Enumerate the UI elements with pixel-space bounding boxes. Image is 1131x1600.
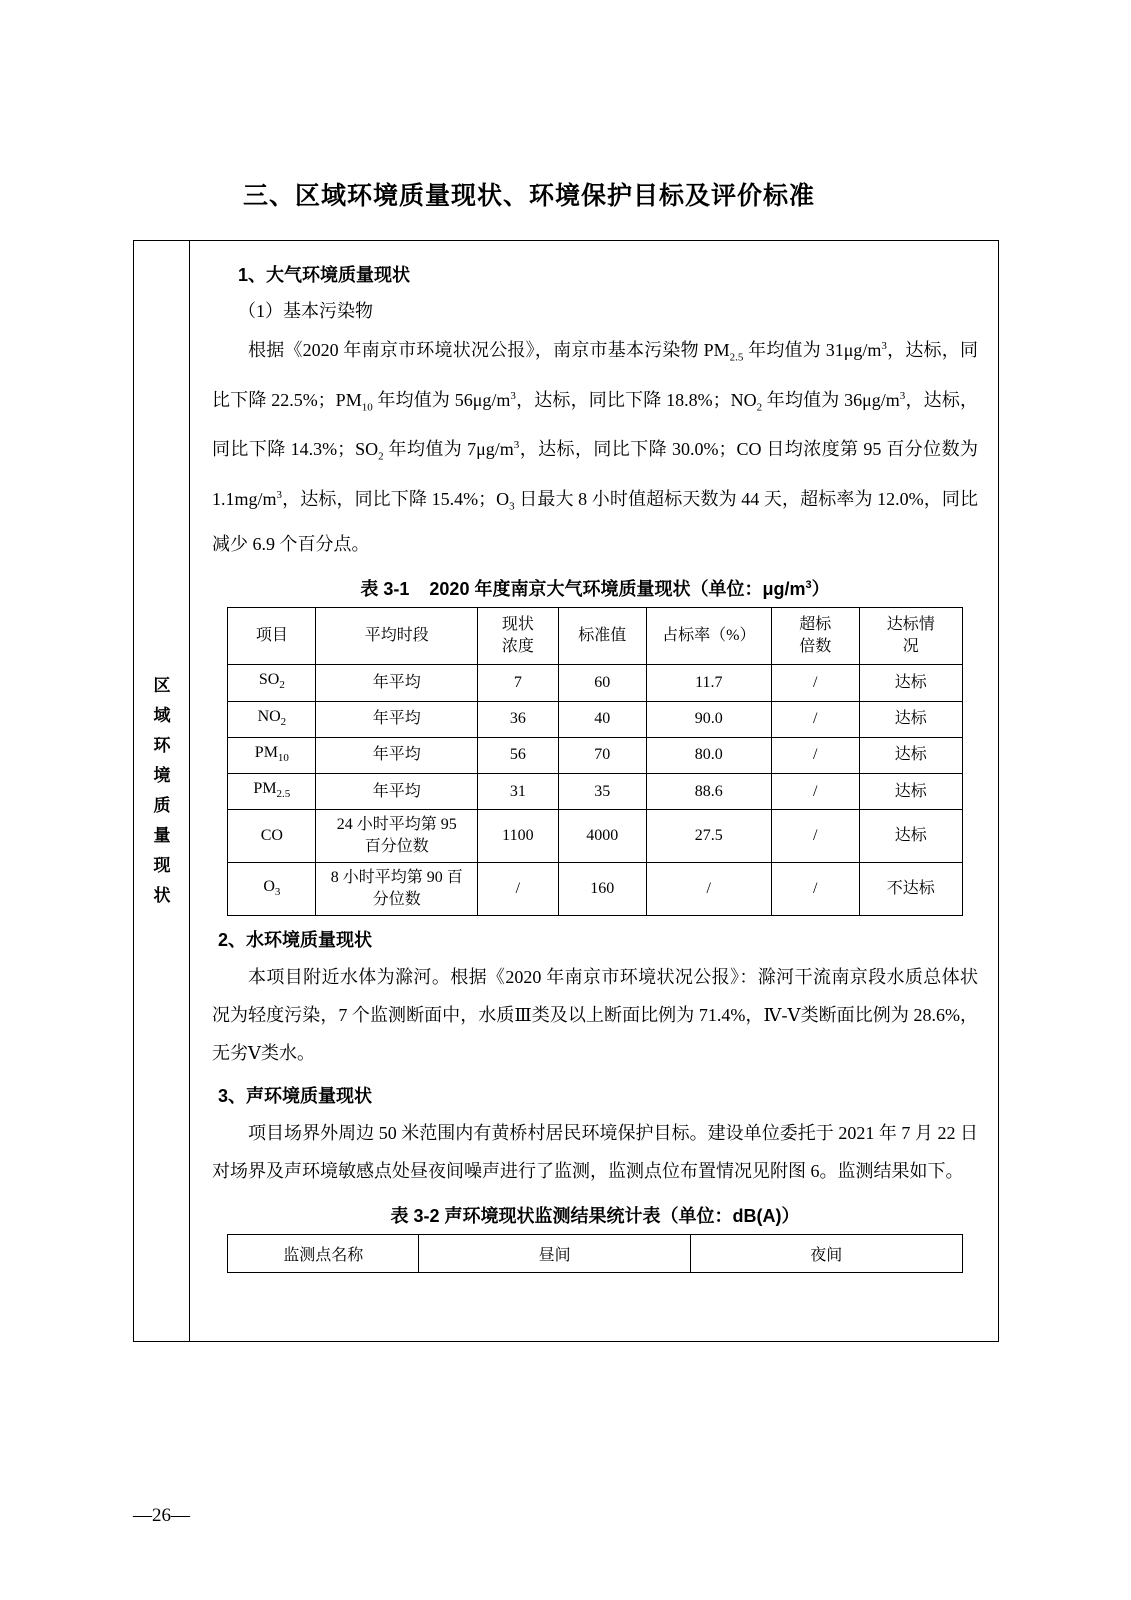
col-ratio: 占标率（%） bbox=[646, 608, 771, 665]
col-item: 项目 bbox=[228, 608, 316, 665]
col-period: 平均时段 bbox=[316, 608, 478, 665]
section-1-subtitle: （1）基本污染物 bbox=[238, 301, 373, 321]
cell-item: $NO_2$ bbox=[228, 701, 316, 737]
cell-std: 4000 bbox=[558, 810, 646, 863]
cell-period: 8 小时平均第 90 百 分位数 bbox=[316, 863, 478, 916]
col-std: 标准值 bbox=[558, 608, 646, 665]
cell-ratio: 11.7 bbox=[646, 665, 771, 701]
section-3-paragraph: 项目场界外周边 50 米范围内有黄桥村居民环境保护目标。建设单位委托于 2021 年 7 月 22 日对场界及声环境敏感点处昼夜间噪声进行了监测，监测点位布置情况见附图 6。监测结果如下。 bbox=[212, 1123, 978, 1182]
cell-conc: 31 bbox=[477, 773, 558, 809]
cell-period: 年平均 bbox=[316, 665, 478, 701]
cell-ratio: 90.0 bbox=[646, 701, 771, 737]
cell-item: $PM_{10}$ bbox=[228, 737, 316, 773]
air-quality-table bbox=[227, 607, 962, 916]
section-2-paragraph: 本项目附近水体为滁河。根据《2020 年南京市环境状况公报》：滁河干流南京段水质总体状况为轻度污染，7 个监测断面中，水质Ⅲ类及以上断面比例为 71.4%，Ⅳ-Ⅴ类断面比例为 28.6%，无劣Ⅴ类水。 bbox=[212, 967, 978, 1064]
table-row bbox=[228, 665, 962, 701]
cell-exceed: / bbox=[771, 810, 859, 863]
table-header-row bbox=[228, 608, 962, 665]
cell-ratio: 27.5 bbox=[646, 810, 771, 863]
cell-std: 160 bbox=[558, 863, 646, 916]
cell-item: $PM_{2.5}$ bbox=[228, 773, 316, 809]
content-cell bbox=[190, 241, 998, 1341]
side-header-label: 区 域 环 境 质 量 现 状 bbox=[153, 676, 171, 905]
table-row bbox=[228, 863, 962, 916]
col-result: 达标情 况 bbox=[859, 608, 962, 665]
cell-conc: 56 bbox=[477, 737, 558, 773]
side-header-cell bbox=[134, 241, 190, 1341]
cell-period: 年平均 bbox=[316, 737, 478, 773]
cell-conc: 36 bbox=[477, 701, 558, 737]
table-row bbox=[228, 810, 962, 863]
cell-std: 60 bbox=[558, 665, 646, 701]
cell-period: 年平均 bbox=[316, 701, 478, 737]
cell-item: $SO_2$ bbox=[228, 665, 316, 701]
table-row bbox=[228, 701, 962, 737]
cell-std: 70 bbox=[558, 737, 646, 773]
cell-result: 达标 bbox=[859, 665, 962, 701]
section-1-title: 1、大气环境质量现状 bbox=[238, 265, 411, 285]
cell-exceed: / bbox=[771, 665, 859, 701]
cell-exceed: / bbox=[771, 701, 859, 737]
col-conc: 现状 浓度 bbox=[477, 608, 558, 665]
col-daytime: 昼间 bbox=[419, 1235, 691, 1273]
page-number: —26— bbox=[133, 1505, 190, 1526]
table-3-2-caption: 表 3-2 声环境现状监测结果统计表（单位：dB(A)） bbox=[390, 1206, 800, 1227]
cell-period: 24 小时平均第 95 百分位数 bbox=[316, 810, 478, 863]
col-nighttime: 夜间 bbox=[690, 1235, 962, 1273]
cell-ratio: 80.0 bbox=[646, 737, 771, 773]
cell-exceed: / bbox=[771, 773, 859, 809]
table-3-1-caption: 表 3-1 2020 年度南京大气环境质量现状（单位：$\mu g/m^3$） bbox=[360, 579, 830, 600]
cell-ratio: / bbox=[646, 863, 771, 916]
table-header-row bbox=[228, 1235, 962, 1273]
cell-conc: / bbox=[477, 863, 558, 916]
table-row bbox=[228, 737, 962, 773]
content-frame bbox=[133, 240, 999, 1342]
cell-result: 达标 bbox=[859, 701, 962, 737]
cell-result: 达标 bbox=[859, 810, 962, 863]
cell-std: 40 bbox=[558, 701, 646, 737]
cell-result: 达标 bbox=[859, 773, 962, 809]
table-row bbox=[228, 773, 962, 809]
noise-monitoring-table bbox=[227, 1234, 962, 1273]
cell-std: 35 bbox=[558, 773, 646, 809]
cell-exceed: / bbox=[771, 863, 859, 916]
cell-item: $O_3$ bbox=[228, 863, 316, 916]
section-2-title: 2、水环境质量现状 bbox=[218, 930, 373, 951]
cell-ratio: 88.6 bbox=[646, 773, 771, 809]
cell-conc: 1100 bbox=[477, 810, 558, 863]
section-3-title: 3、声环境质量现状 bbox=[218, 1086, 373, 1107]
cell-result: 达标 bbox=[859, 737, 962, 773]
cell-period: 年平均 bbox=[316, 773, 478, 809]
col-exceed: 超标 倍数 bbox=[771, 608, 859, 665]
section-1-paragraph: 根据《2020 年南京市环境状况公报》，南京市基本污染物 $PM_{2.5}$ 年均值为 $31\mu g/m^3$，达标，同比下降 22.5%；$PM_{10}$ 年均值为 $56\mu g/m^3$，达标，同比下降 18.8%；$NO_2$ 年均值为 $36\mu g/m^3$，达标，同比下降 14.3%；$SO_2$ 年均值为 $7\mu g/m^3$，达标，同比下降 30.0%；CO 日均浓度第 95 百分位数为 $1.1mg/m^3$，达标，同比下降 15.4%；$O_3$ 日最大 8 小时值超标天数为 44 天，超标率为 12.0%，同比减少 6.9 个百分点。 bbox=[212, 340, 978, 555]
page-title: 三、区域环境质量现状、环境保护目标及评价标准 bbox=[243, 182, 816, 210]
cell-exceed: / bbox=[771, 737, 859, 773]
cell-item: CO bbox=[228, 810, 316, 863]
cell-conc: 7 bbox=[477, 665, 558, 701]
cell-result: 不达标 bbox=[859, 863, 962, 916]
col-point-name: 监测点名称 bbox=[228, 1235, 419, 1273]
